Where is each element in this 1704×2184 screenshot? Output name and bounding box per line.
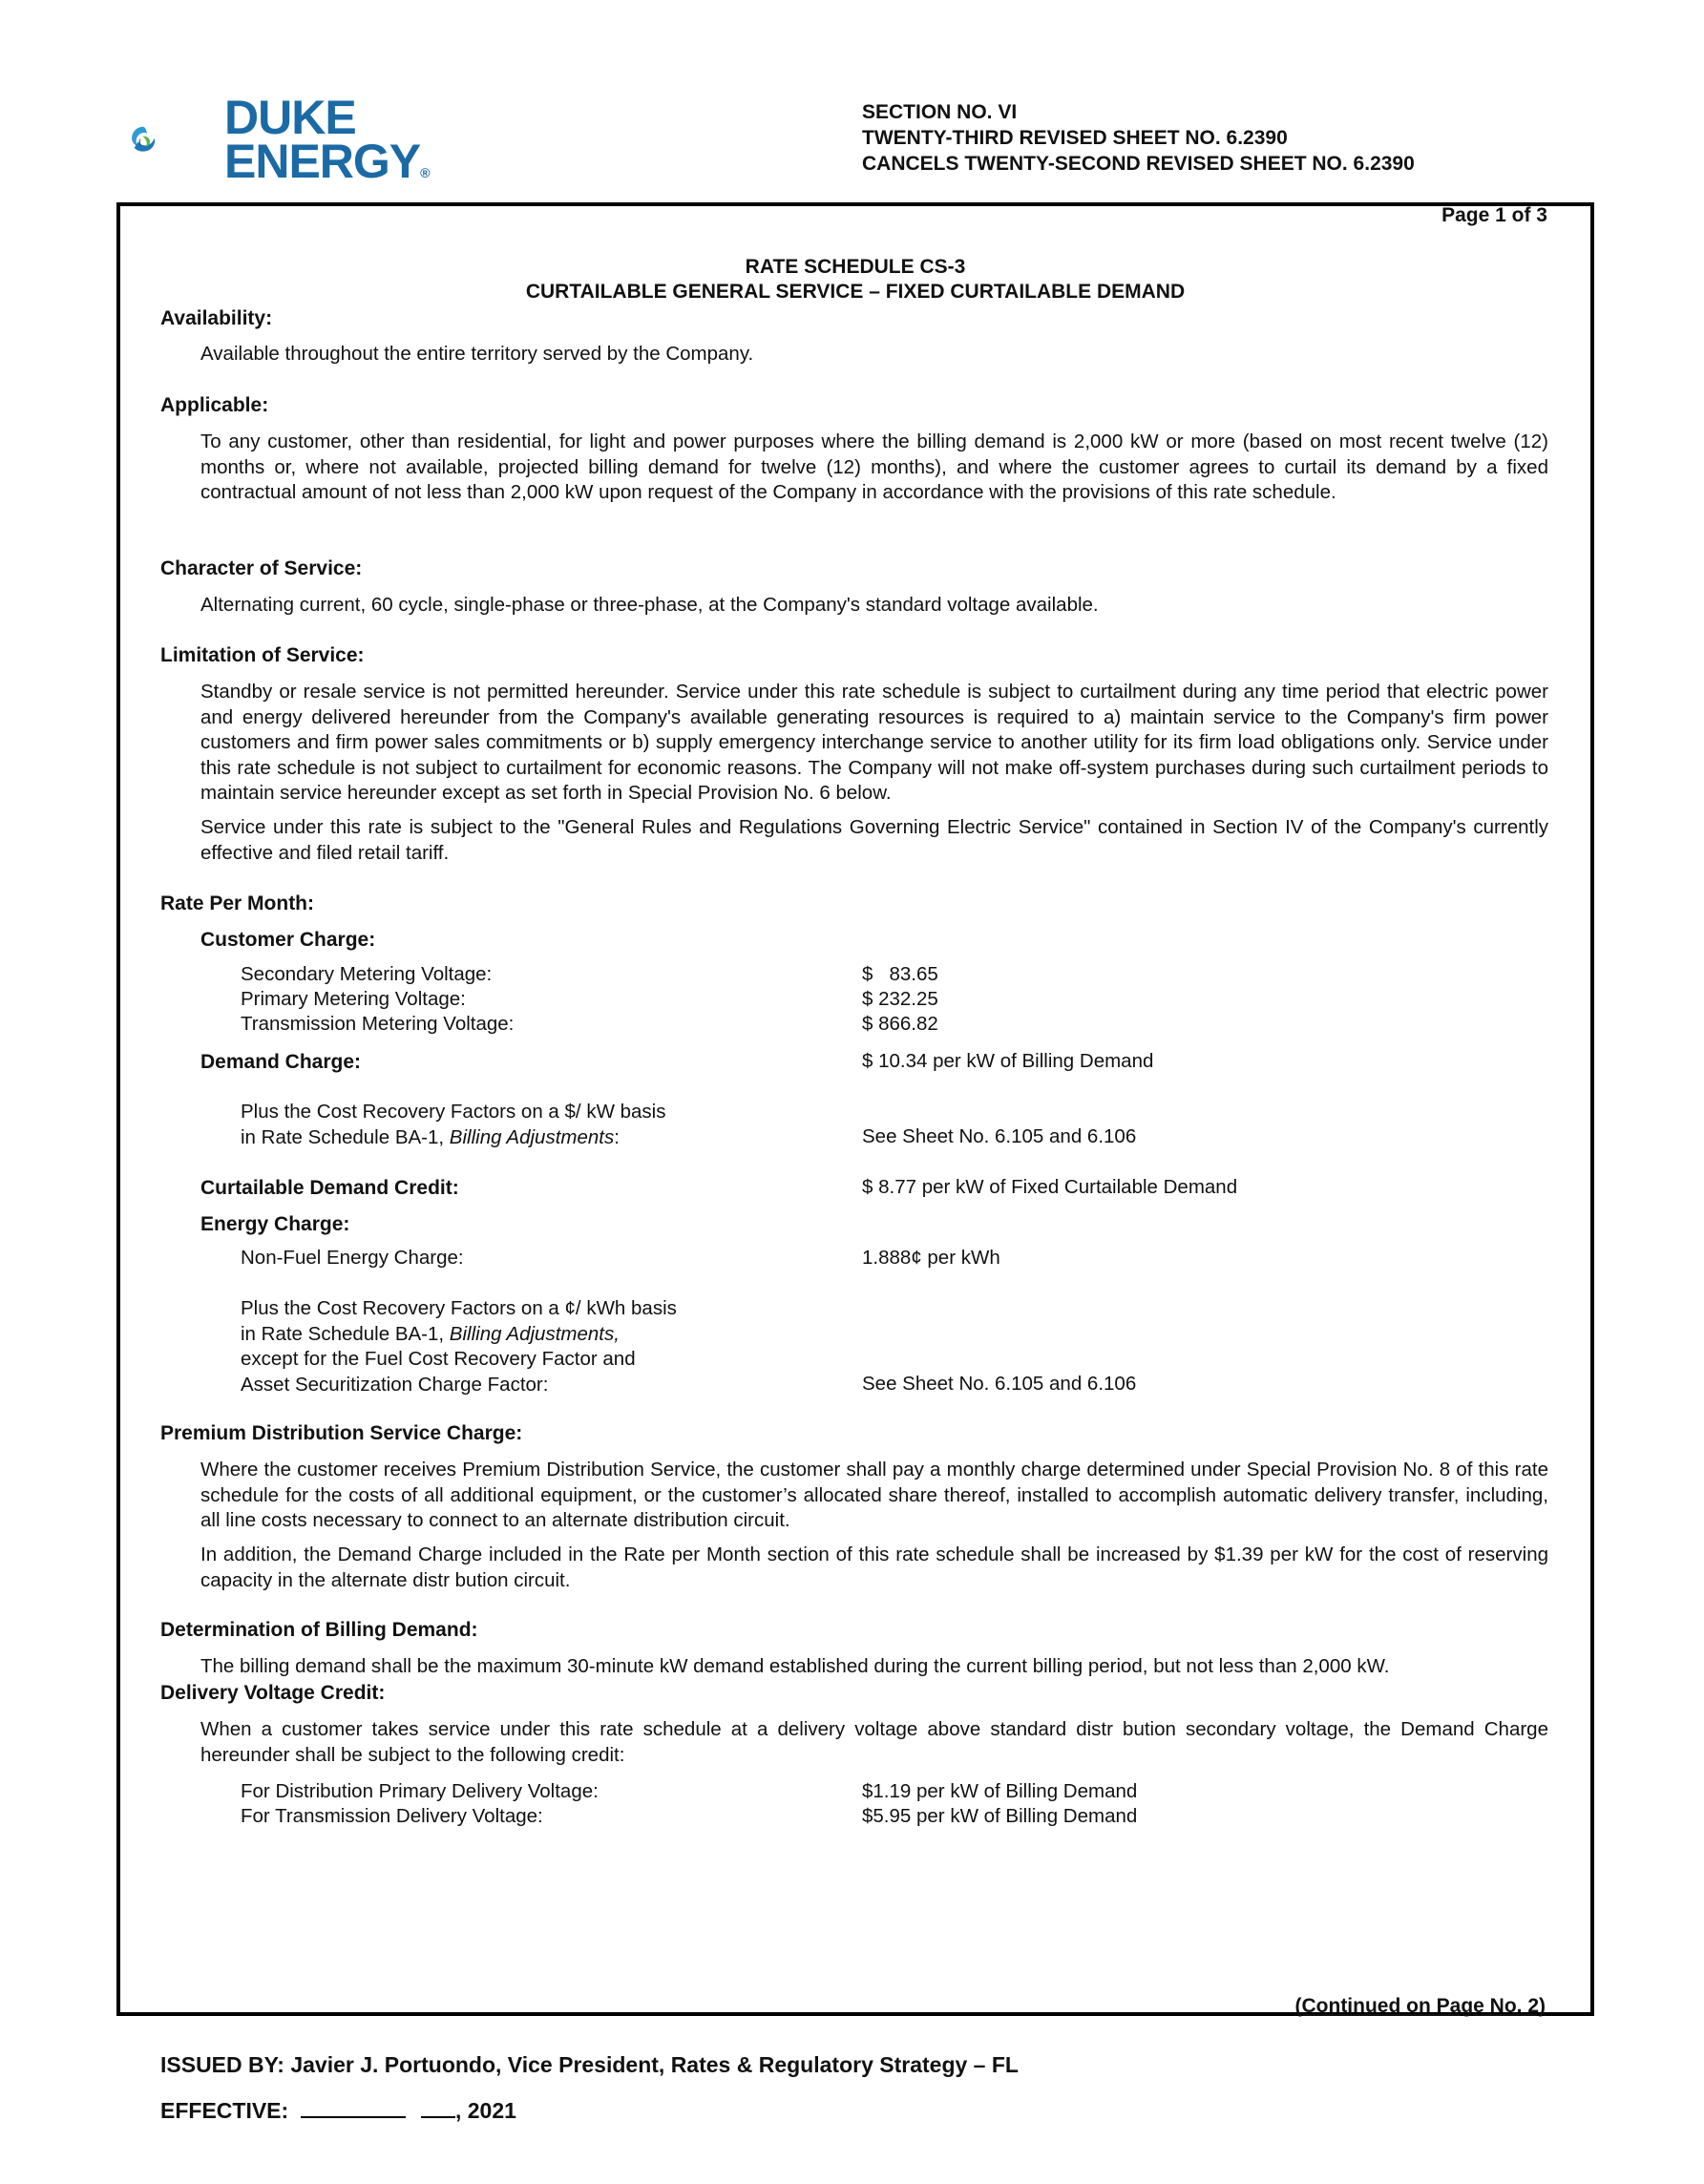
effective-month-blank <box>301 2099 406 2118</box>
transmission-metering-label: Transmission Metering Voltage: <box>241 1013 515 1035</box>
billing-demand-heading: Determination of Billing Demand: <box>160 1619 478 1641</box>
page-number: Page 1 of 3 <box>1441 204 1547 226</box>
rate-heading: Rate Per Month: <box>160 892 315 914</box>
customer-charge-heading: Customer Charge: <box>200 929 376 951</box>
delivery-credit-heading: Delivery Voltage Credit: <box>160 1682 386 1704</box>
character-text: Alternating current, 60 cycle, single-phase or three-phase, at the Company's standard voltage available. <box>200 594 1099 616</box>
logo-wordmark <box>224 91 430 195</box>
section-number: SECTION NO. VI <box>862 101 1018 123</box>
energy-cost-recovery-note <box>241 1296 677 1397</box>
nonfuel-energy-value: 1.888¢ per kWh <box>862 1247 1000 1269</box>
applicable-heading: Applicable: <box>160 394 269 416</box>
premium-heading: Premium Distribution Service Charge: <box>160 1422 523 1444</box>
distribution-primary-value: $1.19 per kW of Billing Demand <box>862 1780 1138 1802</box>
sheet-number: TWENTY-THIRD REVISED SHEET NO. 6.2390 <box>862 127 1288 149</box>
curtailable-credit-value: $ 8.77 per kW of Fixed Curtailable Demand <box>862 1176 1238 1198</box>
applicable-text: To any customer, other than residential, for light and power purposes where the billing demand is 2,000 kW or more (based on most recent twelve (12) months or, where not available, projected billing demand for twelve (12) months), and where the customer agrees to curtail its demand by a fixed contractual amount of not less than 2,000 kW upon request of the Company in accordance with the provisions of this rate schedule. <box>200 430 1548 503</box>
cancels-sheet: CANCELS TWENTY-SECOND REVISED SHEET NO. 6.2390 <box>862 153 1415 175</box>
logo-line-1: DUKE <box>224 91 356 144</box>
billing-demand-text: The billing demand shall be the maximum 30-minute kW demand established during the current billing period, but not less than 2,000 kW. <box>200 1655 1390 1677</box>
energy-cost-recovery-line-4: Asset Securitization Charge Factor: <box>241 1373 549 1396</box>
transmission-delivery-value: $5.95 per kW of Billing Demand <box>862 1805 1138 1827</box>
nonfuel-energy-label: Non-Fuel Energy Charge: <box>241 1247 464 1269</box>
effective-label: EFFECTIVE: <box>160 2098 289 2123</box>
demand-cost-recovery-line-2: in Rate Schedule BA-1, Billing Adjustments: <box>241 1125 620 1148</box>
delivery-credit-text: When a customer takes service under this rate schedule at a delivery voltage above standard distr bution secondary voltage, the Demand Charge hereunder shall be subject to the following credit: <box>200 1718 1548 1766</box>
availability-text: Available throughout the entire territory served by the Company. <box>200 343 754 365</box>
energy-cost-recovery-line-2: in Rate Schedule BA-1, Billing Adjustments, <box>241 1322 620 1345</box>
schedule-title <box>116 255 1594 304</box>
premium-paragraph-1: Where the customer receives Premium Distribution Service, the customer shall pay a monthly charge determined under Special Provision No. 8 of this rate schedule for the costs of all additional equipment, or the customer’s allocated share thereof, installed to accomplish automatic delivery transfer, including, all line costs necessary to connect to an alternate distribution circuit. <box>200 1459 1548 1531</box>
limitation-paragraph-1: Standby or resale service is not permitted hereunder. Service under this rate schedule is subject to curtailment during any time period that electric power and energy delivered hereunder from the Company's available generating resources is required to a) maintain service to the Company's firm power customers and firm power sales commitments or b) supply emergency interchange service to another utility for its firm load obligations only. Service under this rate schedule is not subject to curtailment for economic reasons. The Company will not make off-system purchases during such curtailment periods to maintain service hereunder except as set forth in Special Provision No. 6 below. <box>200 681 1548 804</box>
effective-day-blank <box>421 2099 455 2118</box>
primary-metering-label: Primary Metering Voltage: <box>241 988 466 1010</box>
logo-line-2: ENERGY® <box>224 135 430 188</box>
distribution-primary-label: For Distribution Primary Delivery Voltage: <box>241 1780 599 1802</box>
secondary-metering-label: Secondary Metering Voltage: <box>241 963 493 985</box>
energy-cost-recovery-line-3: except for the Fuel Cost Recovery Factor and <box>241 1348 636 1370</box>
premium-paragraph-2: In addition, the Demand Charge included in the Rate per Month section of this rate schedule shall be increased by $1.39 per kW for the cost of reserving capacity in the alternate distr bution circuit. <box>200 1544 1548 1591</box>
energy-charge-heading: Energy Charge: <box>200 1213 350 1235</box>
transmission-metering-value: $ 866.82 <box>862 1013 938 1035</box>
secondary-metering-value: $ 83.65 <box>862 963 938 985</box>
demand-charge-value: $ 10.34 per kW of Billing Demand <box>862 1050 1154 1072</box>
effective-date <box>160 2098 516 2124</box>
sheet-header <box>862 99 1415 177</box>
duke-energy-logo-icon <box>129 92 220 187</box>
demand-cost-recovery-note <box>241 1100 665 1150</box>
limitation-paragraph-2: Service under this rate is subject to the "General Rules and Regulations Governing Electric Service" contained in Section IV of the Company's currently effective and filed retail tariff. <box>200 816 1548 864</box>
issued-by: ISSUED BY: Javier J. Portuondo, Vice President, Rates & Regulatory Strategy – FL <box>160 2052 1019 2077</box>
demand-charge-heading: Demand Charge: <box>200 1051 362 1073</box>
continued-note: (Continued on Page No. 2) <box>1294 1995 1546 2017</box>
title-line-2: CURTAILABLE GENERAL SERVICE – FIXED CURTAILABLE DEMAND <box>525 281 1186 303</box>
primary-metering-value: $ 232.25 <box>862 988 938 1010</box>
energy-cost-recovery-line-1: Plus the Cost Recovery Factors on a ¢/ kWh basis <box>241 1297 677 1319</box>
demand-cost-recovery-line-1: Plus the Cost Recovery Factors on a $/ kW basis <box>241 1101 666 1123</box>
energy-see-sheet: See Sheet No. 6.105 and 6.106 <box>862 1373 1137 1395</box>
curtailable-credit-heading: Curtailable Demand Credit: <box>200 1177 459 1199</box>
transmission-delivery-label: For Transmission Delivery Voltage: <box>241 1805 543 1827</box>
effective-year: , 2021 <box>454 2098 516 2123</box>
availability-heading: Availability: <box>160 307 273 329</box>
character-heading: Character of Service: <box>160 557 363 579</box>
demand-see-sheet: See Sheet No. 6.105 and 6.106 <box>862 1125 1137 1147</box>
title-line-1: RATE SCHEDULE CS-3 <box>745 256 966 278</box>
limitation-heading: Limitation of Service: <box>160 644 365 666</box>
